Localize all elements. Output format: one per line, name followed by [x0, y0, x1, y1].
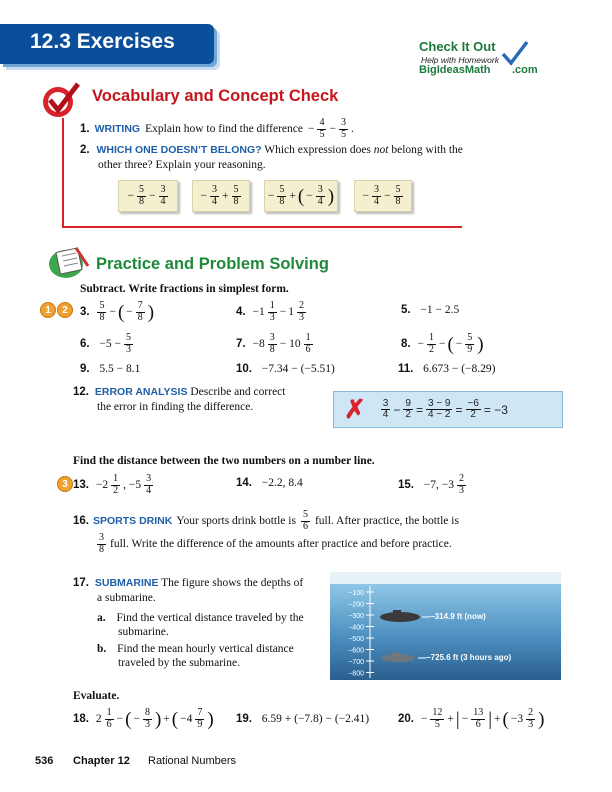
problem-16-line1: 16. SPORTS DRINK Your sports drink bottle is $\frac{5}{6}$ full. After practice, the bottle is — [73, 509, 459, 532]
notebook-icon — [46, 242, 92, 280]
error-work: $\frac{3}{4}$ − $\frac{9}{2}$ = $\frac{3 - 9}{4 - 2}$ = $\frac{-6}{2}$ = −3 — [382, 397, 508, 420]
problem-16-line2: $\frac{3}{8}$ full. Write the difference of the amounts after practice and before practice. — [99, 532, 452, 555]
subtract-instructions: Subtract. Write fractions in simplest form. — [80, 283, 289, 295]
depth-tick-label: −200 — [348, 601, 364, 609]
problem-12: 12. ERROR ANALYSIS Describe and correct the error in finding the difference. — [73, 386, 286, 413]
depth-ago-label: −725.6 ft (3 hours ago) — [426, 653, 512, 662]
problem-13: 13. −2 $\frac{1}{2}$ , −5 $\frac{3}{4}$ — [73, 473, 152, 496]
depth-tick-label: −700 — [348, 659, 364, 666]
evaluate-instructions: Evaluate. — [73, 690, 120, 702]
section-banner — [0, 24, 214, 64]
problem-20: 20. − $\frac{12}{5}$ + | − $\frac{13}{6}$ | + ( −3 $\frac{2}{3}$ ) — [398, 707, 545, 730]
problem-17a: a. Find the vertical distance traveled by the submarine. — [97, 612, 304, 638]
problem-18: 18. 2 $\frac{1}{6}$ − ( − $\frac{8}{3}$ ) + ( −4 $\frac{7}{9}$ ) — [73, 707, 214, 730]
q1-text: Explain how to find the difference — [145, 123, 303, 135]
logo-suffix: .com — [512, 64, 538, 76]
submarine-depth-illustration — [330, 572, 561, 680]
problem-11: 11. 6.673 − (−8.29) — [398, 363, 496, 375]
problem-4: 4. −1 $\frac{1}{3}$ − 1 $\frac{2}{3}$ — [236, 300, 304, 323]
problem-17b: b. Find the mean hourly vertical distance traveled by the submarine. — [97, 643, 294, 669]
lesson-badge-3: 3 — [57, 476, 73, 492]
depth-tick-label: −800 — [348, 670, 364, 678]
question-2 — [80, 143, 550, 173]
q1-label: WRITING — [94, 123, 141, 135]
problem-3: 3. $\frac{5}{8}$ − ( − $\frac{7}{8}$ ) — [80, 300, 155, 323]
q1-expression: − $\frac{4}{5}$ − $\frac{3}{5}$ . — [307, 117, 354, 140]
problem-8: 8. − $\frac{1}{2}$ − ( − $\frac{5}{9}$ ) — [401, 332, 484, 355]
problem-14: 14. −2.2, 8.4 — [236, 477, 303, 489]
problem-17: 17. SUBMARINE The figure shows the depths of a submarine. — [73, 577, 304, 604]
q2-number: 2. — [80, 144, 90, 156]
submarine-figure — [330, 572, 561, 680]
q2-text-c: other three? Explain your reasoning. — [98, 159, 266, 171]
checkmark-icon — [499, 39, 531, 69]
section-title: 12.3 Exercises — [30, 30, 175, 53]
depth-now-label: −314.9 ft (now) — [430, 612, 486, 621]
vocab-title: Vocabulary and Concept Check — [92, 87, 339, 105]
problem-9: 9. 5.5 − 8.1 — [80, 363, 141, 375]
logo-line1: Check It Out — [419, 39, 496, 54]
lesson-badge-1: 1 — [40, 302, 56, 318]
practice-title: Practice and Problem Solving — [96, 255, 329, 273]
depth-tick-label: −400 — [348, 624, 364, 632]
depth-tick-label: −100 — [348, 590, 364, 597]
depth-tick-label: −500 — [348, 636, 364, 643]
expression-card-3: − $\frac{5}{8}$ + ( − $\frac{3}{4}$ ) — [264, 180, 338, 212]
check-badge-icon — [38, 80, 86, 120]
logo-line3: BigIdeasMath — [419, 64, 491, 76]
expression-card-2: − $\frac{3}{4}$ + $\frac{5}{8}$ — [192, 180, 250, 212]
q1-number: 1. — [80, 123, 90, 135]
check-it-out-logo[interactable] — [415, 39, 543, 79]
page-number: 536 — [35, 755, 54, 767]
depth-tick-label: −300 — [348, 613, 364, 620]
problem-10: 10. −7.34 − (−5.51) — [236, 363, 335, 375]
logo-line2: Help with Homework — [421, 55, 499, 65]
distance-instructions: Find the distance between the two numbers on a number line. — [73, 455, 375, 467]
problem-15: 15. −7, −3 $\frac{2}{3}$ — [398, 473, 464, 496]
question-1 — [80, 118, 354, 140]
chapter-topic: Rational Numbers — [148, 755, 237, 767]
problem-19: 19. 6.59 + (−7.8) − (−2.41) — [236, 713, 370, 725]
error-x-icon: ✗ — [344, 394, 366, 424]
error-analysis-box — [333, 391, 563, 428]
expression-card-4: − $\frac{3}{4}$ − $\frac{5}{8}$ — [354, 180, 412, 212]
vocab-rule-horizontal — [62, 226, 462, 228]
problem-7: 7. −8 $\frac{3}{8}$ − 10 $\frac{1}{6}$ — [236, 332, 311, 355]
problem-6: 6. −5 − $\frac{5}{3}$ — [80, 332, 131, 355]
q2-text-not: not — [373, 144, 389, 156]
q2-text-a: Which expression does — [264, 144, 371, 156]
depth-tick-label: −600 — [348, 647, 364, 655]
expression-card-1: − $\frac{5}{8}$ − $\frac{3}{4}$ — [118, 180, 178, 212]
chapter-label: Chapter 12 — [73, 755, 130, 767]
problem-5: 5. −1 − 2.5 — [401, 304, 460, 316]
q2-text-b: belong with the — [391, 144, 463, 156]
q2-label: WHICH ONE DOESN’T BELONG? — [96, 144, 262, 156]
lesson-badge-2: 2 — [57, 302, 73, 318]
vocab-rule-vertical — [62, 118, 64, 228]
